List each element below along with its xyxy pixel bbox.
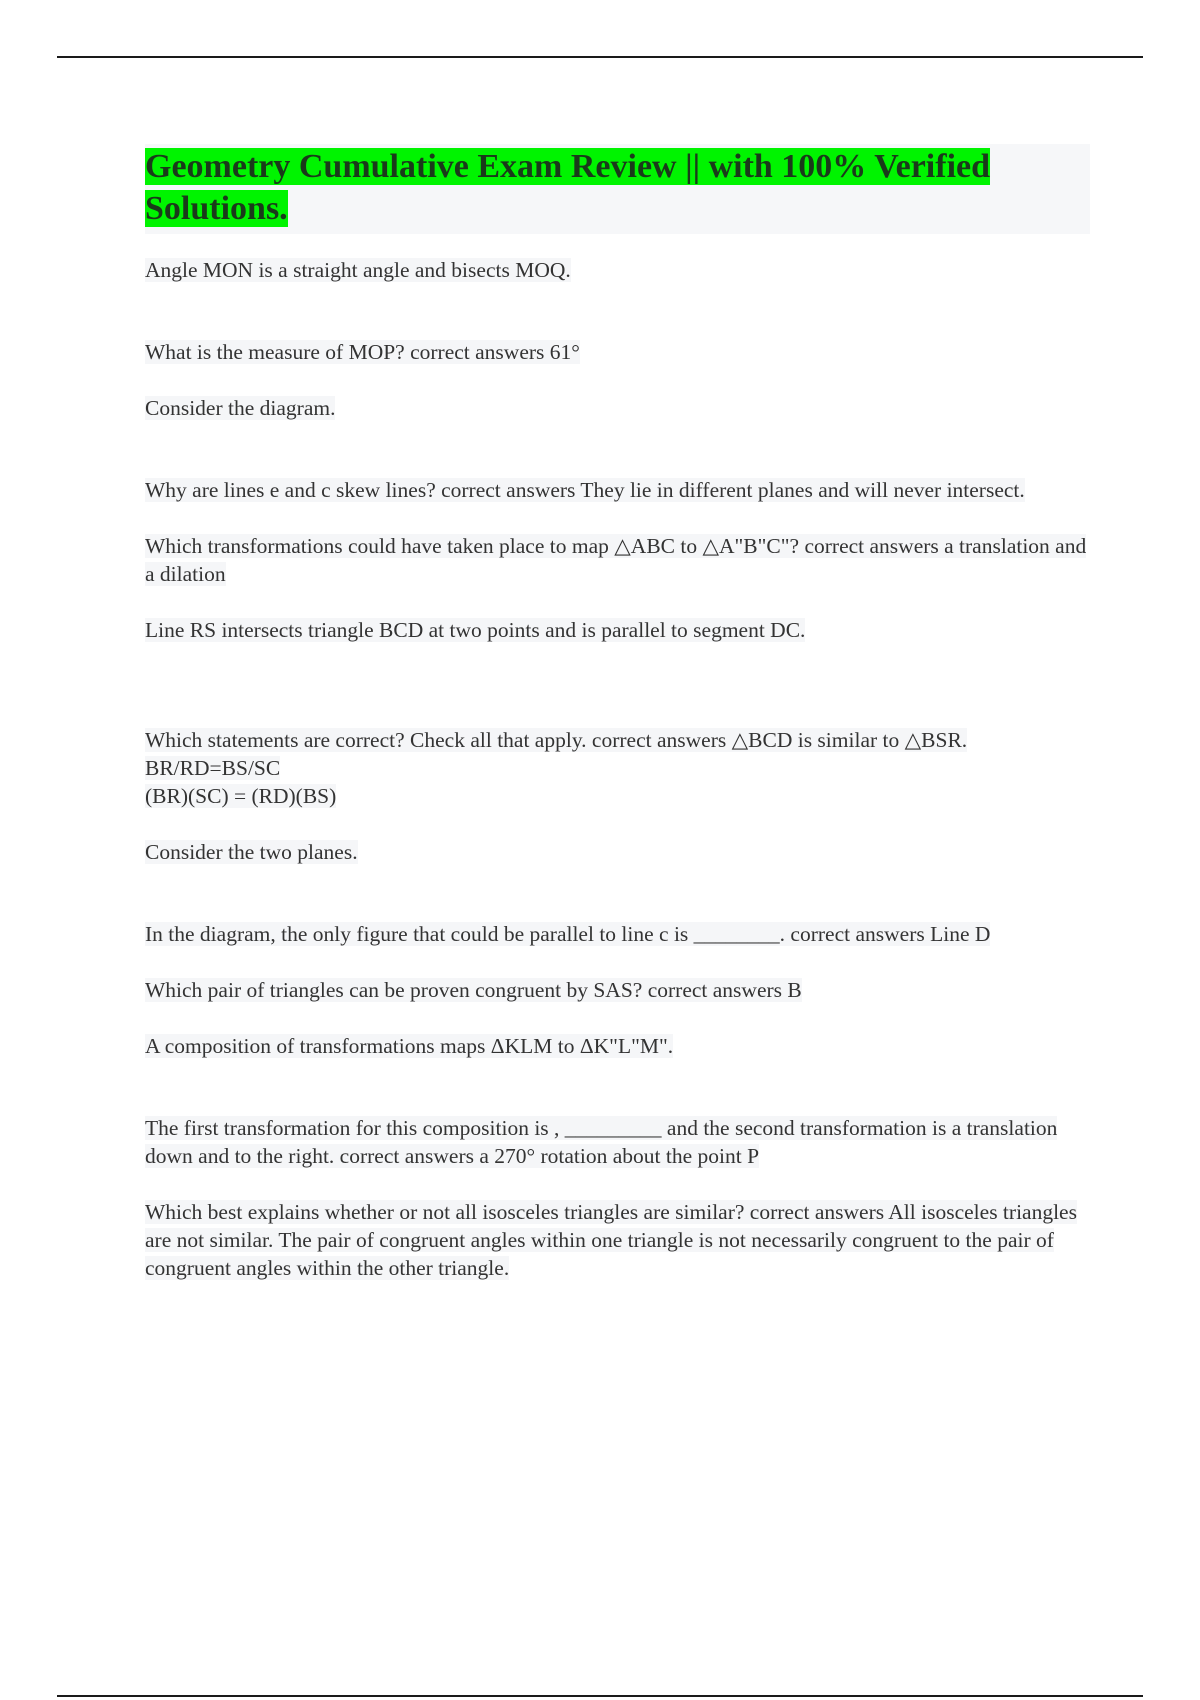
paragraph: Why are lines e and c skew lines? correct answers They lie in different planes and will never intersect. (145, 478, 1025, 502)
paragraph: Which statements are correct? Check all that apply. correct answers △BCD is similar to △BSR. BR/RD=BS/SC (BR)(SC) = (RD)(BS) (145, 728, 968, 808)
document-title (145, 146, 1090, 230)
paragraph: Which transformations could have taken place to map △ABC to △A"B"C"? correct answers a translation and a dilation (145, 534, 1087, 586)
header-rule (57, 56, 1143, 58)
paragraph: A composition of transformations maps ΔKLM to ΔK"L"M". (145, 1034, 674, 1058)
paragraph: In the diagram, the only figure that could be parallel to line c is ________. correct answers Line D (145, 922, 991, 946)
document-page (145, 144, 1090, 1282)
title-block (145, 144, 1090, 234)
paragraph: Consider the diagram. (145, 396, 336, 420)
paragraph: What is the measure of MOP? correct answers 61° (145, 340, 580, 364)
paragraph: Line RS intersects triangle BCD at two points and is parallel to segment DC. (145, 618, 806, 642)
footer-rule (57, 1695, 1143, 1697)
document-title-text: Geometry Cumulative Exam Review || with 100% Verified Solutions. (145, 148, 991, 227)
paragraph: The first transformation for this composition is , _________ and the second transformation is a translation down and to the right. correct answers a 270° rotation about the point P (145, 1116, 1058, 1168)
paragraph: Angle MON is a straight angle and bisects MOQ. (145, 258, 571, 282)
paragraph: Which pair of triangles can be proven congruent by SAS? correct answers B (145, 978, 802, 1002)
paragraph: Consider the two planes. (145, 840, 358, 864)
paragraph: Which best explains whether or not all isosceles triangles are similar? correct answers All isosceles triangles are not similar. The pair of congruent angles within one triangle is not necessarily congruent to the pair of congruent angles within the other triangle. (145, 1200, 1077, 1280)
